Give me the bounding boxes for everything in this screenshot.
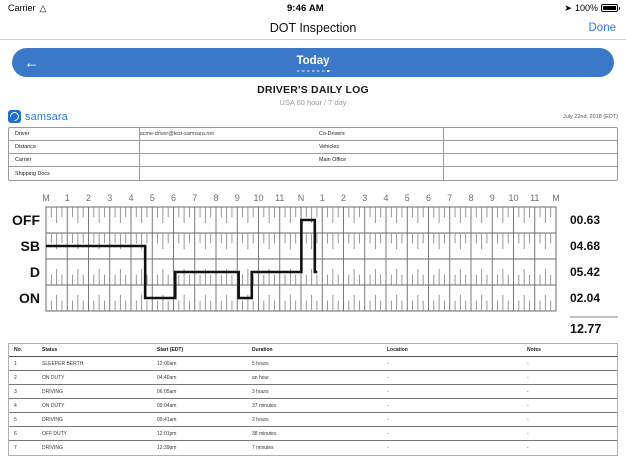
x-axis-tick-label: 10 <box>253 193 264 203</box>
cell-status: DRIVING <box>42 445 63 451</box>
cell-location: - <box>387 374 389 381</box>
row-total-on: 02.04 <box>570 291 601 305</box>
samsara-logo-text: samsara <box>25 110 68 123</box>
x-axis-tick-label: 11 <box>275 193 285 203</box>
x-axis-tick-label: 3 <box>362 193 368 203</box>
info-label-right <box>313 167 444 180</box>
cell-notes: - <box>527 416 529 423</box>
x-axis-tick-label: 9 <box>489 193 495 203</box>
cell-no: 3 <box>14 388 17 395</box>
table-row[interactable] <box>9 441 617 455</box>
table-row[interactable] <box>9 427 617 441</box>
cell-notes: - <box>527 388 529 395</box>
x-axis-tick-label: 8 <box>213 193 219 203</box>
x-axis-tick-label: 1 <box>64 193 70 203</box>
cell-location: - <box>387 402 389 409</box>
status-bar-clock: 9:46 AM <box>287 2 324 14</box>
cell-duration: 5 hours <box>252 360 269 367</box>
banner-label: Today <box>296 55 330 67</box>
cell-status: SLEEPER BERTH <box>42 360 84 367</box>
cell-notes: - <box>527 430 529 437</box>
cell-start: 09:04am <box>157 402 177 409</box>
page-indicator-dots[interactable] <box>297 70 330 73</box>
info-label-right: Vehicles <box>313 141 444 153</box>
row-total-d: 05.42 <box>570 265 601 279</box>
cell-duration: 38 minutes <box>252 430 277 437</box>
cell-start: 06:05am <box>157 388 177 395</box>
info-value-left <box>140 141 313 153</box>
page-dot[interactable] <box>302 70 305 73</box>
cell-no: 4 <box>14 402 17 409</box>
back-arrow-icon[interactable]: ← <box>24 54 39 71</box>
table-row[interactable] <box>9 413 617 427</box>
row-label-sb: SB <box>20 238 40 254</box>
duty-status-graph-svg <box>8 189 618 337</box>
cell-status: DRIVING <box>42 416 63 423</box>
info-row <box>9 154 617 167</box>
cell-status: DRIVING <box>42 388 63 395</box>
battery-percent-label: 100% <box>574 3 598 13</box>
x-axis-tick-label: 6 <box>170 193 177 203</box>
column-header-duration: Duration <box>252 347 273 353</box>
info-row <box>9 128 617 141</box>
x-axis-tick-label: N <box>297 193 305 203</box>
column-header-start: Start (EDT) <box>157 347 184 353</box>
cell-notes: - <box>527 402 529 409</box>
info-value-left: acme-driver@test-samsara.net <box>139 131 214 137</box>
info-value-right <box>444 154 617 166</box>
cell-start: 04:40am <box>157 374 177 381</box>
info-label-left: Shipping Docs <box>9 167 140 180</box>
x-axis-tick-label: 8 <box>468 193 474 203</box>
cell-location: - <box>387 360 389 367</box>
x-axis-tick-label: 9 <box>234 193 240 203</box>
x-axis-tick-label: 7 <box>447 193 453 203</box>
cell-notes: - <box>527 360 529 367</box>
document-header <box>0 84 626 107</box>
table-row[interactable] <box>9 371 617 385</box>
cell-start: 12:00am <box>157 360 177 367</box>
today-banner[interactable] <box>12 48 614 77</box>
cell-duration: 2 hours <box>252 416 269 423</box>
row-label-off: OFF <box>12 212 40 228</box>
cell-start: 12:39pm <box>157 445 177 451</box>
cell-location: - <box>387 445 389 451</box>
page-dot[interactable] <box>297 70 300 73</box>
table-row[interactable] <box>9 357 617 371</box>
x-axis-tick-label: M <box>42 193 50 203</box>
cell-no: 2 <box>14 374 17 381</box>
cell-no: 6 <box>14 430 17 437</box>
x-axis-tick-label: 11 <box>530 193 540 203</box>
info-value-right <box>444 128 617 140</box>
cell-duration: an hour <box>252 374 269 381</box>
banner-container <box>0 40 626 77</box>
info-value-right <box>444 167 617 180</box>
x-axis-tick-label: 7 <box>192 193 198 203</box>
driver-info-table <box>8 127 618 181</box>
row-label-on: ON <box>19 290 40 306</box>
cell-status: ON DUTY <box>42 374 65 381</box>
x-axis-tick-label: M <box>552 193 560 203</box>
logo-row <box>0 107 626 123</box>
x-axis-tick-label: 6 <box>425 193 432 203</box>
info-value-left <box>140 167 313 180</box>
page-dot[interactable] <box>322 70 325 73</box>
grand-total-label: 12.77 <box>570 322 602 336</box>
info-row <box>9 141 617 154</box>
cell-start: 09:41am <box>157 416 177 423</box>
cell-start: 12:01pm <box>157 430 177 437</box>
document-subtitle: USA 60 hour / 7 day <box>279 98 347 107</box>
info-label-left: Carrier <box>9 154 140 166</box>
info-label-right: Main Office <box>313 154 444 166</box>
navigation-bar <box>0 16 626 40</box>
carrier-label: Carrier <box>8 3 36 13</box>
column-header-notes: Notes <box>527 347 541 353</box>
info-row <box>9 167 617 180</box>
x-axis-tick-label: 10 <box>508 193 519 203</box>
info-label-left: Driver <box>9 128 140 140</box>
cell-no: 7 <box>14 445 17 451</box>
x-axis-tick-label: 5 <box>149 193 155 203</box>
location-arrow-icon: ➤ <box>564 2 572 13</box>
events-table-header-row <box>9 344 617 357</box>
cell-no: 1 <box>14 360 17 367</box>
x-axis-tick-label: 3 <box>107 193 113 203</box>
column-header-no: No. <box>14 347 23 353</box>
wifi-icon: △ <box>39 2 47 13</box>
x-axis-tick-label: 1 <box>319 193 325 203</box>
page-dot[interactable] <box>327 70 330 73</box>
cell-notes: - <box>527 445 529 451</box>
cell-duration: 37 minutes <box>252 402 277 409</box>
done-button[interactable]: Done <box>588 21 616 34</box>
table-row[interactable] <box>9 385 617 399</box>
document-title: DRIVER'S DAILY LOG <box>257 84 369 96</box>
page-dot[interactable] <box>312 70 315 73</box>
cell-duration: 3 hours <box>252 388 269 395</box>
page-title: DOT Inspection <box>269 20 357 35</box>
table-row[interactable] <box>9 399 617 413</box>
row-total-sb: 04.68 <box>570 239 601 253</box>
ios-status-bar <box>0 0 626 16</box>
samsara-logo <box>8 110 68 123</box>
x-axis-tick-label: 2 <box>340 193 347 203</box>
info-value-right <box>444 141 617 153</box>
cell-status: ON DUTY <box>42 402 65 409</box>
column-header-location: Location <box>387 347 408 353</box>
x-axis-tick-label: 2 <box>85 193 92 203</box>
cell-location: - <box>387 430 389 437</box>
x-axis-tick-label: 5 <box>404 193 410 203</box>
page-dot[interactable] <box>317 70 320 73</box>
status-bar-left <box>8 3 46 13</box>
column-header-status: Status <box>42 347 58 353</box>
cell-status: OFF DUTY <box>42 430 67 437</box>
info-value-left <box>140 154 313 166</box>
samsara-logo-icon <box>8 110 21 123</box>
cell-notes: - <box>527 374 529 381</box>
cell-no: 5 <box>14 416 17 423</box>
info-label-right: Co-Drivers <box>313 128 444 140</box>
document-date: July 22nd, 2018 (EDT) <box>562 113 618 120</box>
x-axis-tick-label: 4 <box>128 193 134 203</box>
status-bar-right <box>564 3 618 14</box>
duty-status-graph <box>0 189 626 337</box>
info-label-left: Distance <box>9 141 140 153</box>
cell-location: - <box>387 416 389 423</box>
row-label-d: D <box>29 264 40 280</box>
battery-icon <box>601 4 618 12</box>
events-table <box>8 343 618 456</box>
x-axis-tick-label: 4 <box>383 193 389 203</box>
row-total-off: 00.63 <box>570 213 601 227</box>
cell-duration: 7 minutes <box>252 445 274 451</box>
page-dot[interactable] <box>307 70 310 73</box>
cell-location: - <box>387 388 389 395</box>
